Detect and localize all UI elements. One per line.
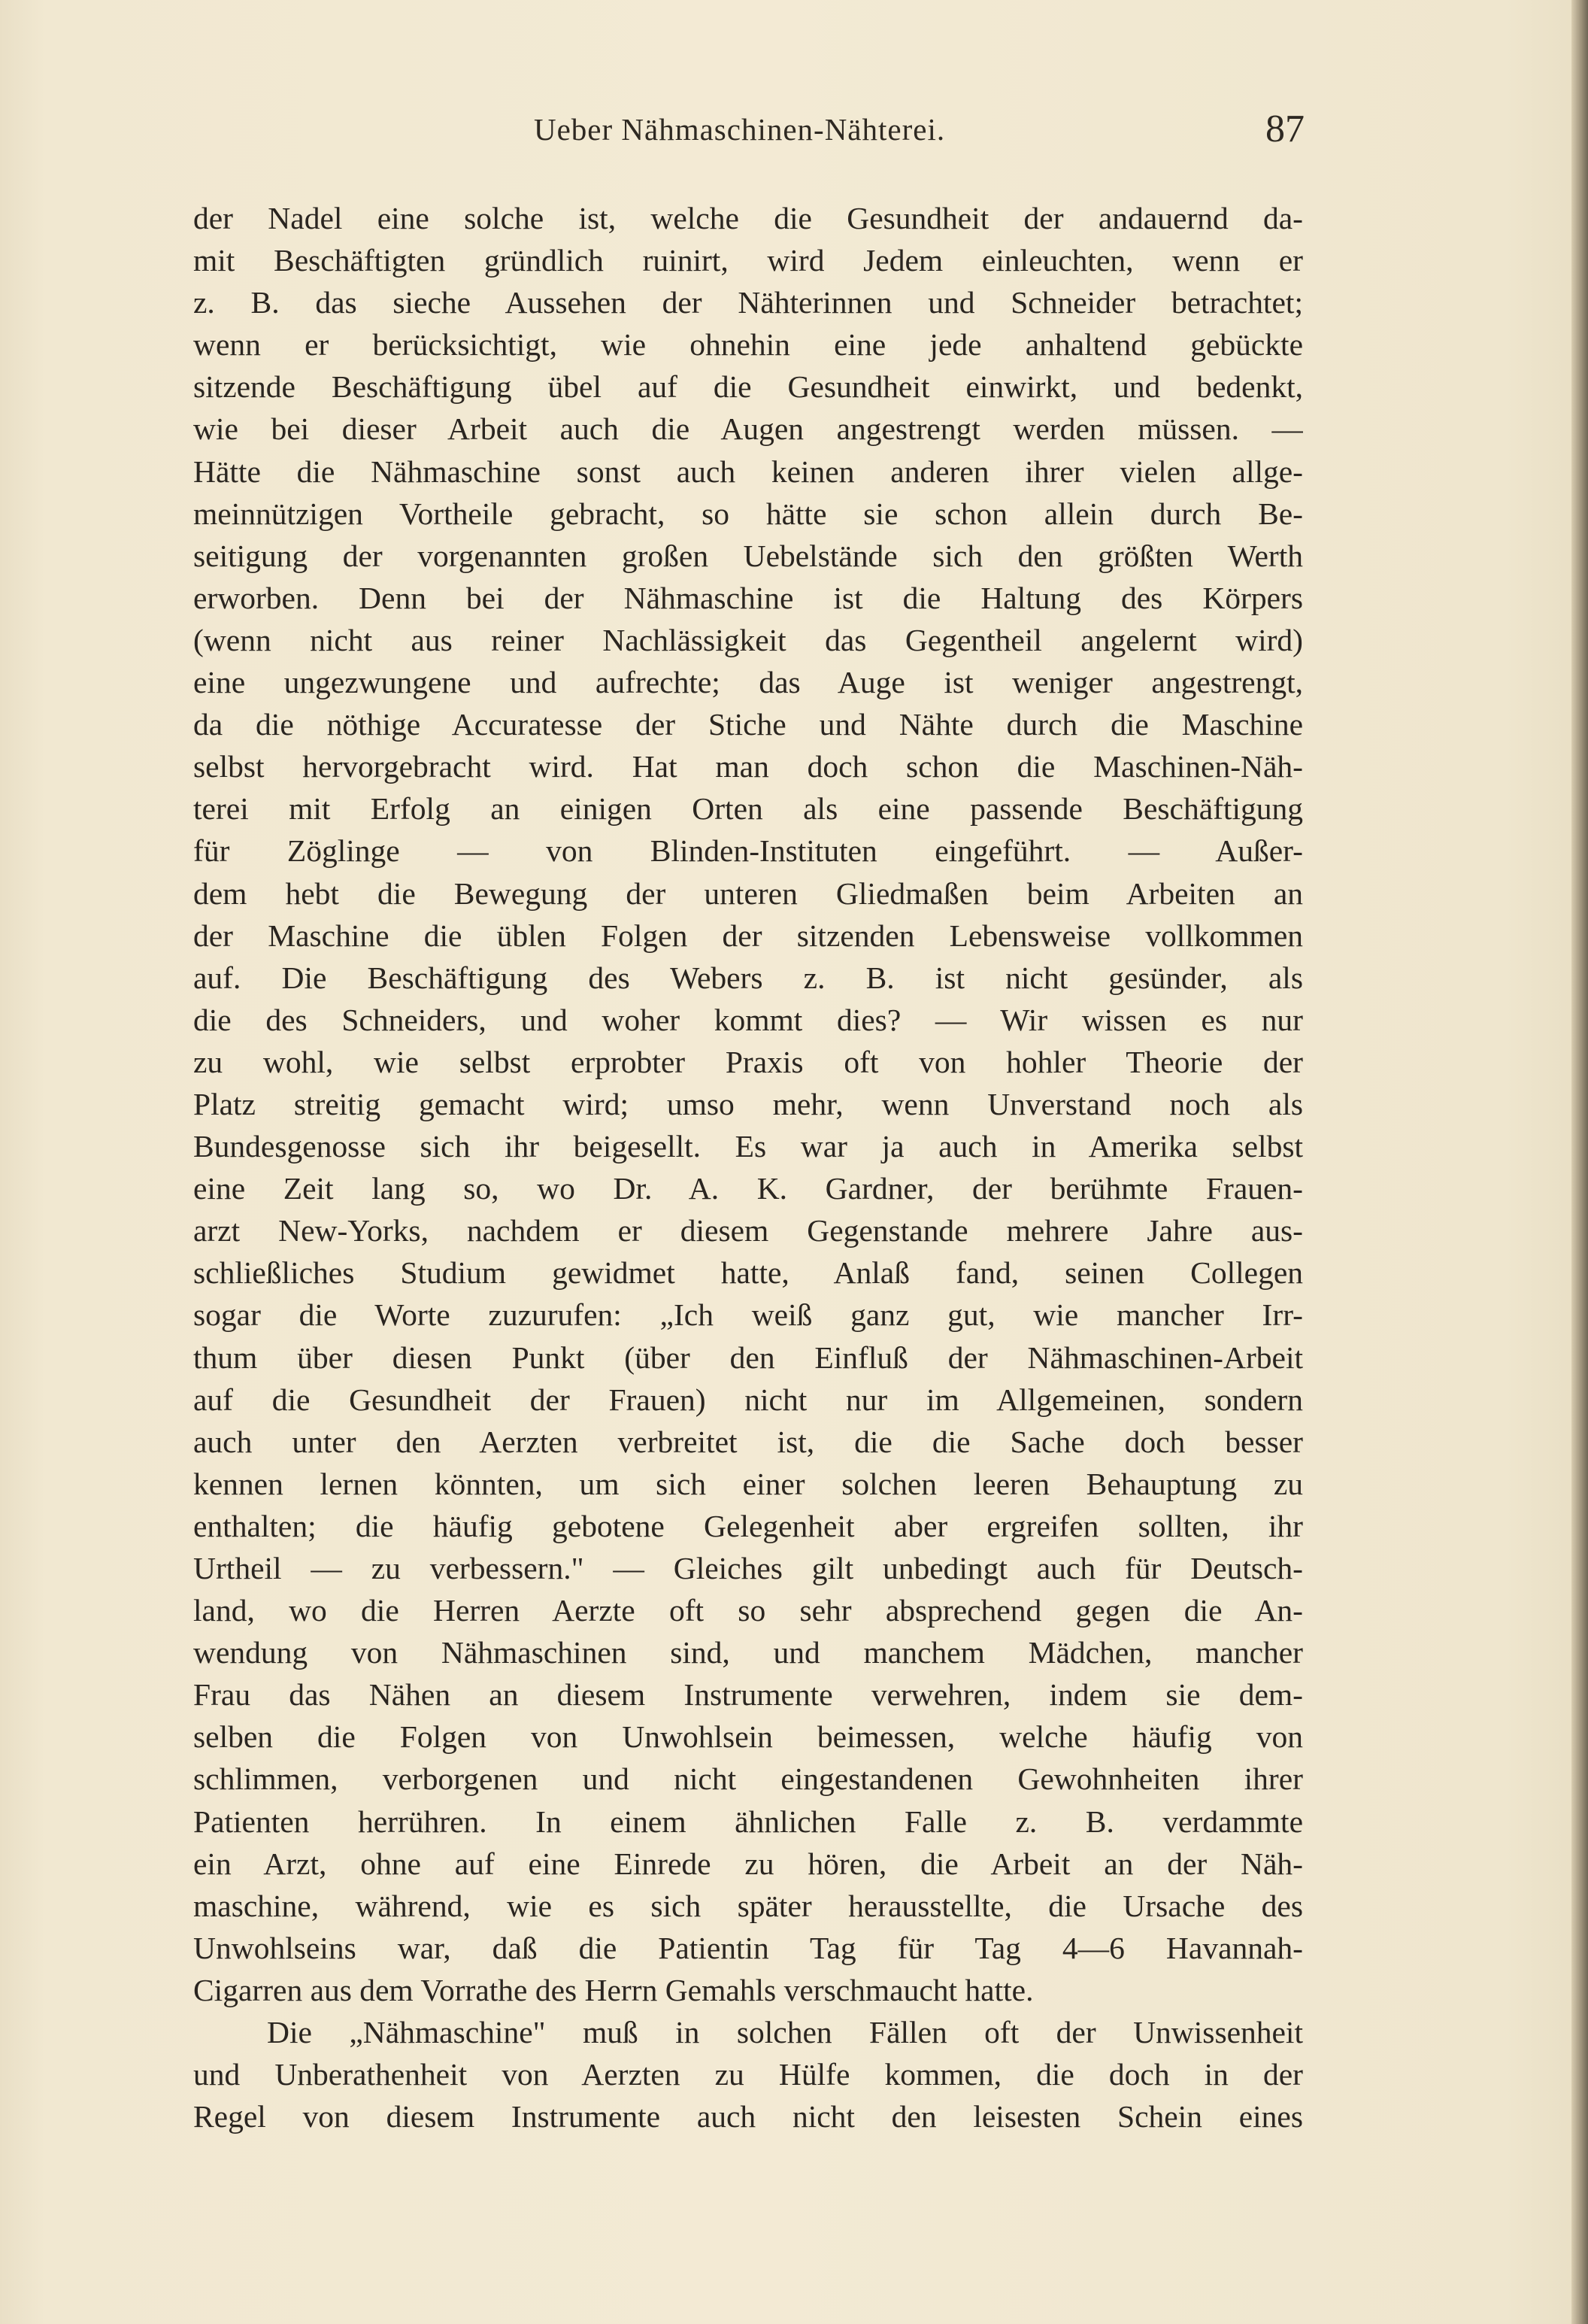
text-line: schließliches Studium gewidmet hatte, Anlaß fand, seinen Collegen [193, 1255, 1303, 1291]
text-line: und Unberathenheit von Aerzten zu Hülfe kommen, die doch in der [193, 2057, 1303, 2092]
text-line: erworben. Denn bei der Nähmaschine ist die Haltung des Körpers [193, 580, 1303, 615]
text-line: eine Zeit lang so, wo Dr. A. K. Gardner, der berühmte Frauen- [193, 1171, 1303, 1206]
body-text [193, 197, 1303, 2137]
text-line: Urtheil — zu verbessern." — Gleiches gilt unbedingt auch für Deutsch- [193, 1551, 1303, 1585]
text-line: sogar die Worte zuzurufen: „Ich weiß ganz gut, wie mancher Irr- [193, 1297, 1303, 1333]
text-line: terei mit Erfolg an einigen Orten als eine passende Beschäftigung [193, 791, 1303, 827]
text-line: (wenn nicht aus reiner Nachlässigkeit das Gegentheil angelernt wird) [193, 622, 1303, 657]
text-line: auf die Gesundheit der Frauen) nicht nur im Allgemeinen, sondern [193, 1382, 1303, 1417]
text-line: maschine, während, wie es sich später herausstellte, die Ursache des [193, 1888, 1303, 1923]
text-line: thum über diesen Punkt (über den Einfluß der Nähmaschinen-Arbeit [193, 1339, 1303, 1375]
text-line: wendung von Nähmaschinen sind, und manchem Mädchen, mancher [193, 1635, 1303, 1670]
text-line: da die nöthige Accuratesse der Stiche und Nähte durch die Maschine [193, 707, 1303, 742]
text-line: Regel von diesem Instrumente auch nicht den leisesten Schein eines [193, 2099, 1303, 2134]
text-line: wie bei dieser Arbeit auch die Augen angestrengt werden müssen. — [193, 411, 1303, 447]
text-line: wenn er berücksichtigt, wie ohnehin eine jede anhaltend gebückte [193, 327, 1303, 363]
text-line: Bundesgenosse sich ihr beigesellt. Es war ja auch in Amerika selbst [193, 1129, 1303, 1164]
text-line: Patienten herrühren. In einem ähnlichen Falle z. B. verdammte [193, 1804, 1303, 1839]
text-line: enthalten; die häufig gebotene Gelegenheit aber ergreifen sollten, ihr [193, 1508, 1303, 1543]
text-line: kennen lernen könnten, um sich einer solchen leeren Behauptung zu [193, 1466, 1303, 1501]
binding-shadow [1571, 0, 1588, 2324]
text-line: land, wo die Herren Aerzte oft so sehr absprechend gegen die An- [193, 1593, 1303, 1628]
text-line: sitzende Beschäftigung übel auf die Gesundheit einwirkt, und bedenkt, [193, 369, 1303, 405]
running-title: Ueber Nähmaschinen-Nähterei. [534, 112, 946, 147]
text-line: Unwohlseins war, daß die Patientin Tag für Tag 4—6 Havannah- [193, 1930, 1303, 1965]
text-line: arzt New-Yorks, nachdem er diesem Gegenstande mehrere Jahre aus- [193, 1213, 1303, 1248]
text-line: auf. Die Beschäftigung des Webers z. B. ist nicht gesünder, als [193, 960, 1303, 995]
text-line: der Nadel eine solche ist, welche die Gesundheit der andauernd da- [193, 201, 1303, 235]
text-line: Frau das Nähen an diesem Instrumente verwehren, indem sie dem- [193, 1677, 1303, 1713]
text-line: die des Schneiders, und woher kommt dies? — Wir wissen es nur [193, 1002, 1303, 1037]
text-line: Hätte die Nähmaschine sonst auch keinen anderen ihrer vielen allge- [193, 454, 1303, 489]
text-line: Cigarren aus dem Vorrathe des Herrn Gemahls verschmaucht hatte. [193, 1972, 1034, 2007]
page-number: 87 [1265, 108, 1305, 150]
text-line: z. B. das sieche Aussehen der Nähterinnen und Schneider betrachtet; [193, 285, 1303, 320]
text-line: auch unter den Aerzten verbreitet ist, die die Sache doch besser [193, 1424, 1303, 1459]
text-line: für Zöglinge — von Blinden-Instituten eingeführt. — Außer- [193, 833, 1303, 869]
page-header [192, 108, 1305, 156]
text-line: dem hebt die Bewegung der unteren Gliedmaßen beim Arbeiten an [193, 875, 1303, 911]
text-line: Die „Nähmaschine" muß in solchen Fällen oft der Unwissenheit [267, 2015, 1303, 2050]
text-line: zu wohl, wie selbst erprobter Praxis oft von hohler Theorie der [193, 1044, 1303, 1079]
text-line: Platz streitig gemacht wird; umso mehr, wenn Unverstand noch als [193, 1086, 1303, 1121]
text-line: selbst hervorgebracht wird. Hat man doch schon die Maschinen-Näh- [193, 749, 1303, 784]
text-line: ein Arzt, ohne auf eine Einrede zu hören, die Arbeit an der Näh- [193, 1846, 1303, 1881]
text-line: mit Beschäftigten gründlich ruinirt, wird Jedem einleuchten, wenn er [193, 243, 1303, 278]
text-line: meinnützigen Vortheile gebracht, so hätte sie schon allein durch Be- [193, 496, 1303, 531]
text-line: selben die Folgen von Unwohlsein beimessen, welche häufig von [193, 1719, 1303, 1755]
text-line: eine ungezwungene und aufrechte; das Auge ist weniger angestrengt, [193, 665, 1303, 700]
text-line: schlimmen, verborgenen und nicht eingestandenen Gewohnheiten ihrer [193, 1761, 1303, 1797]
text-line: seitigung der vorgenannten großen Uebelstände sich den größten Werth [193, 538, 1303, 573]
text-line: der Maschine die üblen Folgen der sitzenden Lebensweise vollkommen [193, 918, 1303, 953]
